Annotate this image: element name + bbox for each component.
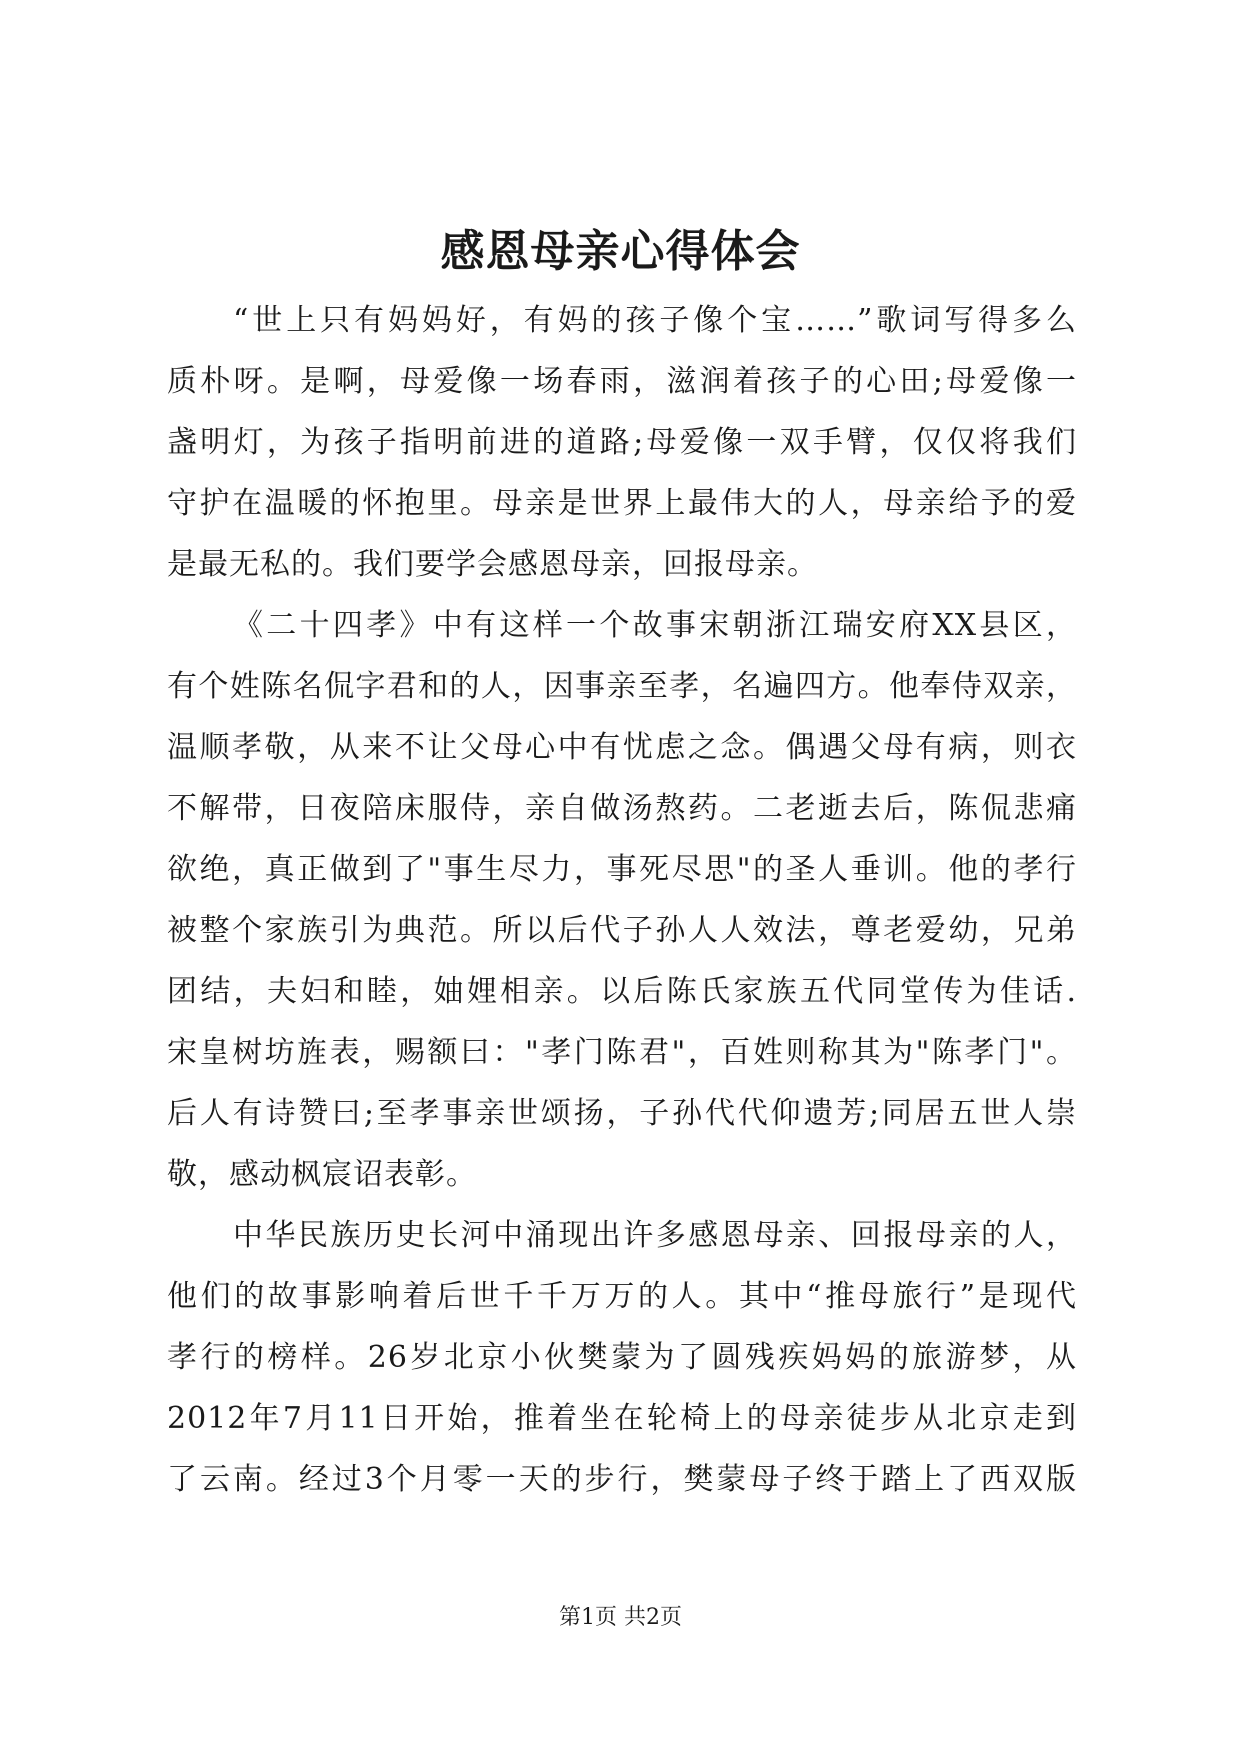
text-line: 守护在温暖的怀抱里。母亲是世界上最伟大的人，母亲给予的爱 [167,486,1077,521]
text-line: 被整个家族引为典范。所以后代子孙人人效法，尊老爱幼，兄弟 [167,913,1077,948]
text-line: 孝行的榜样。26岁北京小伙樊蒙为了圆残疾妈妈的旅游梦，从 [167,1340,1077,1375]
text-line: 后人有诗赞曰;至孝事亲世颂扬，子孙代代仰遗芳;同居五世人崇 [167,1096,1077,1131]
text-line: 不解带，日夜陪床服侍，亲自做汤熬药。二老逝去后，陈侃悲痛 [167,791,1077,826]
text-line: 盏明灯，为孩子指明前进的道路;母爱像一双手臂，仅仅将我们 [167,425,1077,460]
page-footer: 第1页 共2页 [559,1605,682,1630]
text-line: 温顺孝敬，从来不让父母心中有忧虑之念。偶遇父母有病，则衣 [167,730,1077,765]
text-line: 质朴呀。是啊，母爱像一场春雨，滋润着孩子的心田;母爱像一 [167,364,1077,399]
text-line: 团结，夫妇和睦，妯娌相亲。以后陈氏家族五代同堂传为佳话. [167,974,1077,1009]
text-line: 有个姓陈名侃字君和的人，因事亲至孝，名遍四方。他奉侍双亲， [167,669,1077,704]
document-title: 感恩母亲心得体会 [440,226,801,277]
text-line: 欲绝，真正做到了"事生尽力，事死尽思"的圣人垂训。他的孝行 [167,852,1077,887]
text-line: “世上只有妈妈好，有妈的孩子像个宝……”歌词写得多么 [233,303,1077,338]
text-line: 他们的故事影响着后世千千万万的人。其中“推母旅行”是现代 [167,1279,1077,1314]
text-line: 宋皇树坊旌表，赐额曰："孝门陈君"，百姓则称其为"陈孝门"。 [167,1035,1077,1070]
text-line: 是最无私的。我们要学会感恩母亲，回报母亲。 [167,547,818,582]
text-line: 2012年7月11日开始，推着坐在轮椅上的母亲徒步从北京走到 [167,1401,1077,1436]
document-body [167,290,1077,1510]
text-line: 敬，感动枫宸诏表彰。 [167,1157,477,1192]
text-line: 中华民族历史长河中涌现出许多感恩母亲、回报母亲的人， [233,1218,1077,1253]
text-line: 《二十四孝》中有这样一个故事宋朝浙江瑞安府XX县区， [233,608,1077,643]
text-line: 了云南。经过3个月零一天的步行，樊蒙母子终于踏上了西双版 [167,1462,1077,1497]
